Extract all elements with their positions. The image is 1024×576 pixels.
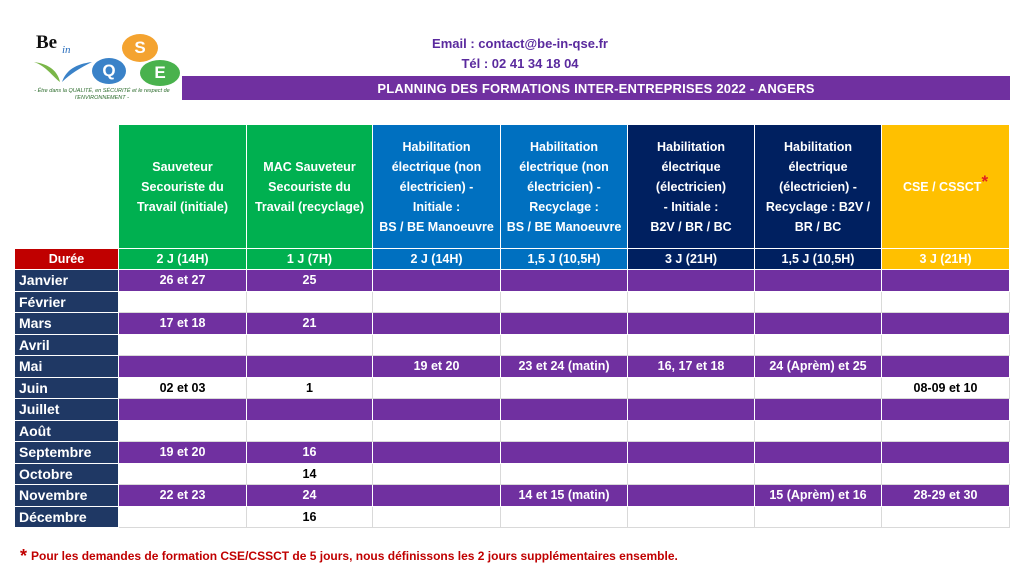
month-name: Février — [15, 291, 119, 313]
schedule-cell: 19 et 20 — [119, 442, 247, 464]
duration-row — [15, 249, 1010, 270]
header-line: Travail (recyclage) — [254, 199, 365, 214]
month-row — [15, 399, 1010, 421]
duration-cell: 1 J (7H) — [247, 249, 373, 270]
schedule-cell: 22 et 23 — [119, 485, 247, 507]
schedule-cell — [628, 463, 755, 485]
schedule-cell — [373, 313, 501, 335]
header-line: MAC Sauveteur — [263, 159, 356, 174]
schedule-cell: 1 — [247, 377, 373, 399]
header-line: électricien) - — [527, 179, 601, 194]
contact-phone[interactable]: Tél : 02 41 34 18 04 — [461, 56, 579, 71]
schedule-cell — [247, 291, 373, 313]
schedule-cell: 19 et 20 — [373, 356, 501, 378]
logo-slogan-line1: - Être dans la QUALITÉ, en SÉCURITÉ et le respect de — [34, 88, 170, 94]
duration-cell: 1,5 J (10,5H) — [501, 249, 628, 270]
planning-table — [14, 124, 1010, 528]
month-name: Mai — [15, 356, 119, 378]
schedule-cell — [882, 270, 1010, 292]
header-cse-cssct — [882, 125, 1010, 249]
schedule-cell — [628, 485, 755, 507]
month-row — [15, 420, 1010, 442]
logo-slogan-line2: l'ENVIRONNEMENT - — [75, 95, 129, 101]
schedule-cell — [373, 291, 501, 313]
schedule-cell — [882, 291, 1010, 313]
schedule-cell: 02 et 03 — [119, 377, 247, 399]
header-line: Habilitation — [529, 139, 599, 154]
schedule-cell — [373, 463, 501, 485]
schedule-cell: 15 (Aprèm) et 16 — [755, 485, 882, 507]
month-row — [15, 356, 1010, 378]
header-line: BR / BC — [794, 219, 842, 234]
logo-q-circle: Q — [92, 58, 126, 84]
header-line: électrique — [788, 159, 848, 174]
header-line: Sauveteur — [152, 159, 213, 174]
schedule-cell: 21 — [247, 313, 373, 335]
duration-label: Durée — [15, 249, 119, 270]
schedule-cell — [755, 506, 882, 528]
schedule-cell: 24 (Aprèm) et 25 — [755, 356, 882, 378]
schedule-cell — [882, 506, 1010, 528]
schedule-cell — [119, 506, 247, 528]
schedule-cell — [501, 313, 628, 335]
page-title-banner: PLANNING DES FORMATIONS INTER-ENTREPRISES 2022 - ANGERS — [182, 76, 1010, 100]
schedule-cell — [247, 420, 373, 442]
logo-swoosh-icon — [32, 58, 94, 84]
months-body — [15, 270, 1010, 528]
schedule-cell — [755, 463, 882, 485]
schedule-cell: 14 et 15 (matin) — [501, 485, 628, 507]
month-name: Novembre — [15, 485, 119, 507]
duration-cell: 3 J (21H) — [628, 249, 755, 270]
schedule-cell: 16 — [247, 442, 373, 464]
header-habilitation-non-elec-recyclage — [501, 125, 628, 249]
header-line: Initiale : — [412, 199, 461, 214]
header-line: (électricien) — [655, 179, 727, 194]
header-mac-sst-recyclage — [247, 125, 373, 249]
schedule-cell — [501, 270, 628, 292]
schedule-cell: 23 et 24 (matin) — [501, 356, 628, 378]
schedule-cell: 25 — [247, 270, 373, 292]
schedule-cell — [373, 442, 501, 464]
logo-be-text: Be — [36, 32, 58, 53]
schedule-cell — [755, 313, 882, 335]
schedule-cell — [755, 399, 882, 421]
month-row — [15, 270, 1010, 292]
schedule-cell — [501, 399, 628, 421]
header-line: B2V / BR / BC — [650, 219, 732, 234]
schedule-cell — [501, 334, 628, 356]
schedule-cell — [247, 356, 373, 378]
logo-in-text: in — [62, 44, 71, 56]
header-line: BS / BE Manoeuvre — [379, 219, 494, 234]
month-name: Juin — [15, 377, 119, 399]
header-line: Recyclage : — [529, 199, 599, 214]
header-line: Secouriste du — [268, 179, 351, 194]
header-sst-initiale — [119, 125, 247, 249]
schedule-cell — [373, 399, 501, 421]
contact-email[interactable]: Email : contact@be-in-qse.fr — [432, 36, 608, 51]
month-name: Juillet — [15, 399, 119, 421]
schedule-cell — [755, 291, 882, 313]
schedule-cell — [119, 420, 247, 442]
schedule-cell — [755, 442, 882, 464]
month-name: Décembre — [15, 506, 119, 528]
header-blank-cell — [15, 125, 119, 249]
schedule-cell — [628, 291, 755, 313]
schedule-cell: 08-09 et 10 — [882, 377, 1010, 399]
schedule-cell: 16 — [247, 506, 373, 528]
asterisk-marker: * — [981, 171, 989, 191]
schedule-cell — [882, 334, 1010, 356]
schedule-cell — [628, 377, 755, 399]
footnote — [20, 544, 678, 565]
schedule-cell — [882, 313, 1010, 335]
month-row — [15, 334, 1010, 356]
schedule-cell — [628, 270, 755, 292]
month-row — [15, 485, 1010, 507]
schedule-cell — [628, 442, 755, 464]
schedule-cell — [373, 270, 501, 292]
header-habilitation-elec-initiale — [628, 125, 755, 249]
schedule-cell — [628, 399, 755, 421]
month-row — [15, 291, 1010, 313]
month-row — [15, 377, 1010, 399]
header-line: électrique (non — [391, 159, 482, 174]
schedule-cell — [755, 334, 882, 356]
schedule-cell — [501, 291, 628, 313]
schedule-cell — [628, 313, 755, 335]
schedule-cell — [755, 420, 882, 442]
month-name: Août — [15, 420, 119, 442]
schedule-cell — [882, 399, 1010, 421]
footnote-text: Pour les demandes de formation CSE/CSSCT de 5 jours, nous définissons les 2 jours supplémentaires ensemble. — [31, 549, 678, 563]
schedule-cell — [373, 420, 501, 442]
schedule-cell — [373, 377, 501, 399]
schedule-cell — [373, 485, 501, 507]
header-line: Recyclage : B2V / — [765, 199, 871, 214]
schedule-cell — [373, 506, 501, 528]
month-row — [15, 313, 1010, 335]
duration-cell: 3 J (21H) — [882, 249, 1010, 270]
schedule-cell — [882, 420, 1010, 442]
month-name: Mars — [15, 313, 119, 335]
duration-cell: 2 J (14H) — [373, 249, 501, 270]
schedule-cell — [882, 356, 1010, 378]
schedule-cell: 24 — [247, 485, 373, 507]
logo-slogan — [22, 88, 182, 102]
schedule-cell — [628, 506, 755, 528]
month-name: Janvier — [15, 270, 119, 292]
schedule-cell: 16, 17 et 18 — [628, 356, 755, 378]
header-line: CSE / CSSCT — [902, 179, 982, 194]
header-line: Travail (initiale) — [136, 199, 228, 214]
schedule-cell — [755, 270, 882, 292]
schedule-cell — [628, 334, 755, 356]
schedule-cell — [247, 334, 373, 356]
schedule-cell — [247, 399, 373, 421]
schedule-cell — [628, 420, 755, 442]
table-header-row — [15, 125, 1010, 249]
header-habilitation-elec-recyclage — [755, 125, 882, 249]
schedule-cell — [501, 442, 628, 464]
month-row — [15, 463, 1010, 485]
header-line: - Initiale : — [663, 199, 719, 214]
month-name: Avril — [15, 334, 119, 356]
schedule-cell — [119, 291, 247, 313]
header-line: électricien) - — [399, 179, 474, 194]
schedule-cell — [119, 356, 247, 378]
header-line: Habilitation — [402, 139, 471, 154]
header-line: BS / BE Manoeuvre — [506, 219, 622, 234]
schedule-cell — [501, 420, 628, 442]
duration-cell: 1,5 J (10,5H) — [755, 249, 882, 270]
month-name: Septembre — [15, 442, 119, 464]
header-line: Habilitation — [656, 139, 726, 154]
header-line: Habilitation — [783, 139, 853, 154]
schedule-cell — [882, 463, 1010, 485]
schedule-cell — [501, 377, 628, 399]
header-line: Secouriste du — [141, 179, 224, 194]
month-row — [15, 506, 1010, 528]
header-line: (électricien) - — [779, 179, 857, 194]
header-line: électrique (non — [519, 159, 609, 174]
header-line: électrique — [661, 159, 721, 174]
schedule-cell: 14 — [247, 463, 373, 485]
schedule-cell — [501, 463, 628, 485]
schedule-cell — [119, 399, 247, 421]
logo-s-circle: S — [122, 34, 158, 62]
footnote-asterisk: * — [20, 546, 28, 566]
schedule-cell — [119, 334, 247, 356]
company-logo — [22, 30, 182, 110]
schedule-cell: 26 et 27 — [119, 270, 247, 292]
month-row — [15, 442, 1010, 464]
month-name: Octobre — [15, 463, 119, 485]
schedule-cell: 17 et 18 — [119, 313, 247, 335]
schedule-cell — [373, 334, 501, 356]
schedule-cell: 28-29 et 30 — [882, 485, 1010, 507]
schedule-cell — [119, 463, 247, 485]
logo-e-circle: E — [140, 60, 180, 86]
schedule-cell — [755, 377, 882, 399]
duration-cell: 2 J (14H) — [119, 249, 247, 270]
schedule-cell — [501, 506, 628, 528]
header-habilitation-non-elec-initiale — [373, 125, 501, 249]
schedule-cell — [882, 442, 1010, 464]
